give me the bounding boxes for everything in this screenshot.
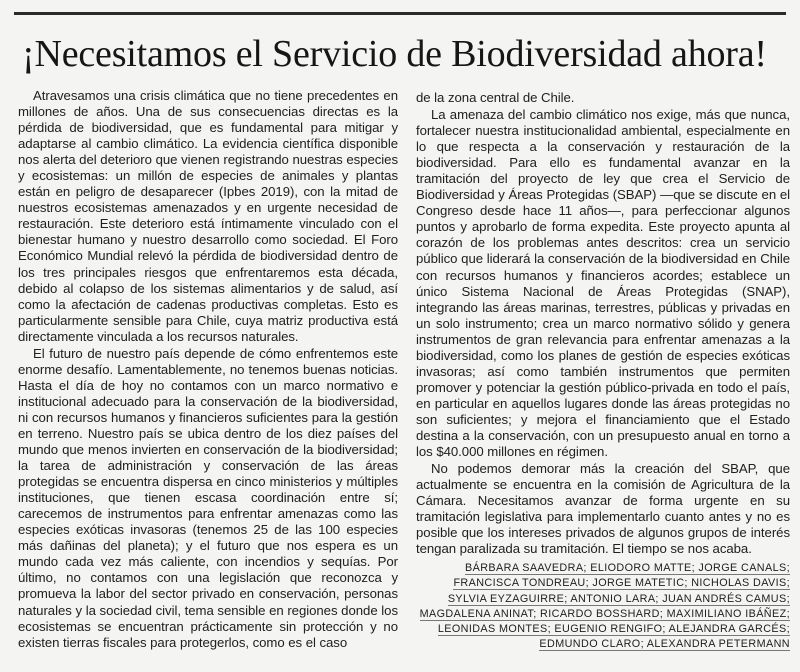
signature-names: FRANCISCA TONDREAU; JORGE MATETIC; NICHOLAS DAVIS; [453,577,790,590]
paragraph-continuation: de la zona central de Chile. [416,90,575,105]
paragraph-crisis: Atravesamos una crisis climática que no tiene precedentes en millones de años. Una de sus consecuencias directas es la pérdida de biodiversidad, que es fundamental para mitigar y adaptarse al cambio climático. La evidencia científica disponible nos alerta del deterioro que vienen registrando nuestras especies y ecosistemas: un millón de especies de animales y plantas están en peligro de desaparecer (Ipbes 2019), con la mitad de nuestros ecosistemas amenazados y en urgente necesidad de restauración. Este deterioro está íntimamente vinculado con el bienestar humano y nuestro desarrollo como sociedad. El Foro Económico Mundial relevó la pérdida de biodiversidad dentro de los tres principales riesgos que enfrentaremos esta década, debido al colapso de los sistemas alimentarios y de salud, así como la afectación de cadenas productivas completas. Esto es particularmente sensible para Chile, cuya matriz productiva está directamente vinculada a los recursos naturales. [18,88,398,344]
signature-names: SYLVIA EYZAGUIRRE; ANTONIO LARA; JUAN ANDRÉS CAMUS; [447,592,790,605]
right-column [416,90,790,666]
article-title: ¡Necesitamos el Servicio de Biodiversidad ahora! [22,33,767,75]
signature-names: BÁRBARA SAAVEDRA; ELIODORO MATTE; JORGE CANALS; [465,562,790,575]
signature-line [416,576,790,591]
signature-line [416,637,790,652]
left-column [18,88,398,666]
paragraph-climate-threat: La amenaza del cambio climático nos exige, más que nunca, fortalecer nuestra institucionalidad ambiental, especialmente en lo que respecta a la conservación y restauración de la biodiversidad. Para ello es fundamental avanzar en la tramitación del proyecto de ley que crea el Servicio de Biodiversidad y Áreas Protegidas (SBAP) —que se discute en el Congreso desde hace 11 años—, para perfeccionar algunos puntos y aprobarlo de forma expedita. Este proyecto apunta al corazón de los problemas antes descritos: crea un servicio público que liderará la conservación de la biodiversidad en Chile con recursos humanos y financieros acordes; establece un único Sistema Nacional de Áreas Protegidas (SNAP), integrando las áreas marinas, terrestres, públicas y privadas en un solo instrumento; crea un marco normativo sólido y genera instrumentos de gran relevancia para enfrentar amenazas a la biodiversidad, como los planes de gestión de especies exóticas invasoras; así como también instrumentos que permiten promover y potenciar la gestión público-privada en todo el país, en particular en aquellos lugares donde las áreas protegidas no son suficientes; y mejora el financiamiento que el Estado destina a la conservación, con un presupuesto anual en torno a los $40.000 millones en régimen. [416,107,790,460]
signature-line [416,607,790,622]
top-rule [14,12,786,15]
signature-line [416,592,790,607]
signature-names: MAGDALENA ANINAT; RICARDO BOSSHARD; MAXIMILIANO IBÁÑEZ; [419,607,790,620]
signatures [416,561,790,652]
signature-names: EDMUNDO CLARO; ALEXANDRA PETERMANN [539,637,790,650]
paragraph-future: El futuro de nuestro país depende de cómo enfrentemos este enorme desafío. Lamentablemente, no tenemos buenas noticias. Hasta el día de hoy no contamos con un marco normativo e institucional adecuado para la conservación de la biodiversidad, ni con recursos humanos y financieros suficientes para la gestión en terreno. Nuestro país se ubica dentro de los diez países del mundo que menos invierten en conservación de la biodiversidad; la tarea de administración y conservación de las áreas protegidas se encuentra dispersa en cinco ministerios y múltiples instituciones, que tienen escasa coordinación entre sí; carecemos de instrumentos para enfrentar amenazas como las especies exóticas invasoras (tenemos 25 de las 100 especies más dañinas del planeta); y el futuro que nos espera es un mundo cada vez más caliente, con incendios y sequías. Por último, no contamos con una legislación que reconozca y promueva la labor del sector privado en conservación, personas naturales y la sociedad civil, tema sensible en regiones donde los ecosistemas se encuentran prácticamente sin protección y no existen tierras fiscales para protegerlos, como es el caso [18,345,398,650]
paragraph-call-to-action: No podemos demorar más la creación del SBAP, que actualmente se encuentra en la comisión de Agricultura de la Cámara. Necesitamos avanzar de forma urgente en su tramitación legislativa para implementarlo cuanto antes y no es posible que los intereses privados de algunos grupos de interés tengan paralizada su tramitación. El tiempo se nos acaba. [416,461,790,557]
signature-names: LEONIDAS MONTES; EUGENIO RENGIFO; ALEJANDRA GARCÉS; [437,622,790,635]
signature-line [416,561,790,576]
signature-line [416,622,790,637]
